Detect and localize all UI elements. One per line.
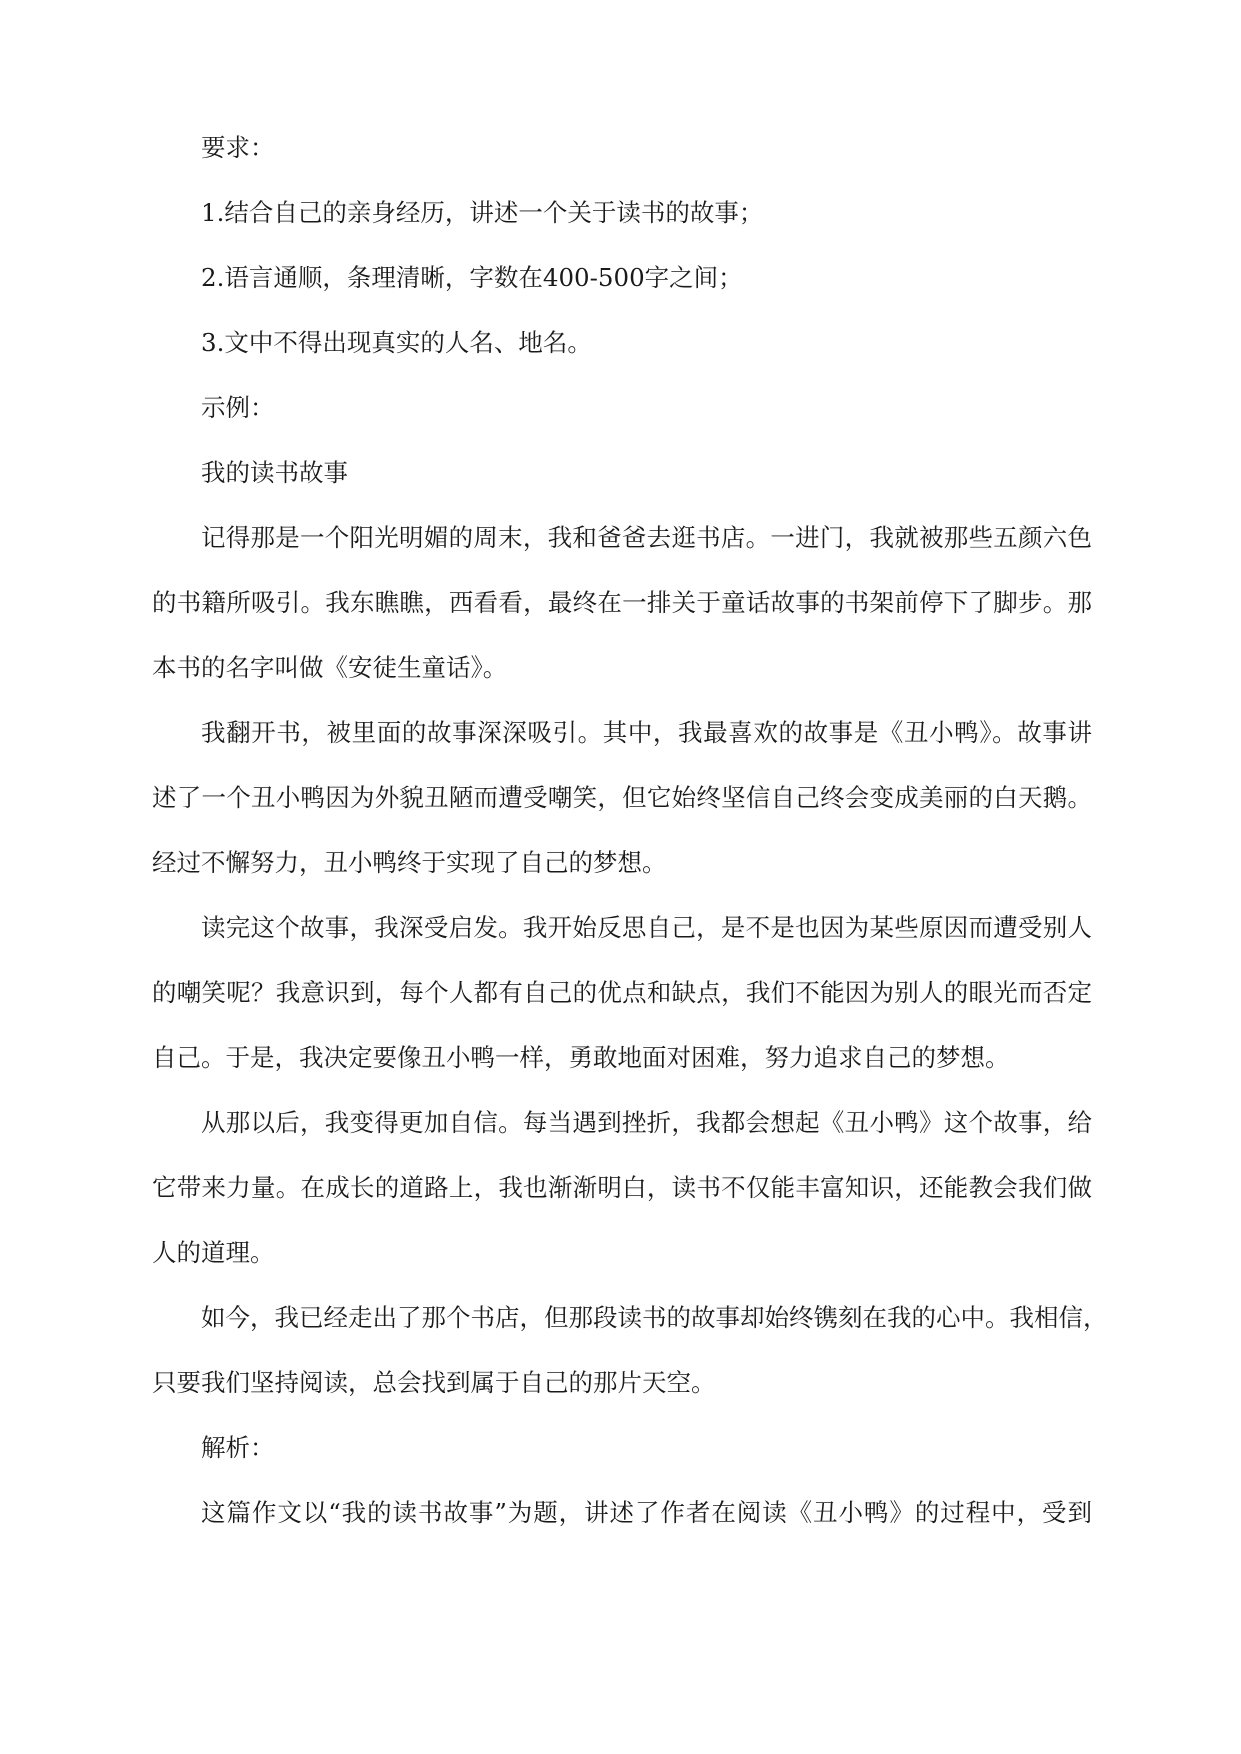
essay-paragraph-3-line-3: 自己。于是，我决定要像丑小鸭一样，勇敢地面对困难，努力追求自己的梦想。 — [152, 1043, 1010, 1072]
essay-paragraph-5-line-2: 只要我们坚持阅读，总会找到属于自己的那片天空。 — [152, 1368, 716, 1397]
essay-paragraph-2-line-3: 经过不懈努力，丑小鸭终于实现了自己的梦想。 — [152, 848, 667, 877]
requirement-item-2: 2.语言通顺，条理清晰，字数在400-500字之间； — [201, 263, 743, 292]
essay-paragraph-3-line-2: 的嘲笑呢？我意识到，每个人都有自己的优点和缺点，我们不能因为别人的眼光而否定 — [152, 978, 1092, 1007]
essay-paragraph-4-line-1: 从那以后，我变得更加自信。每当遇到挫折，我都会想起《丑小鸭》这个故事，给 — [201, 1108, 1092, 1137]
requirement-item-3: 3.文中不得出现真实的人名、地名。 — [201, 328, 592, 357]
essay-paragraph-2-line-2: 述了一个丑小鸭因为外貌丑陋而遭受嘲笑，但它始终坚信自己终会变成美丽的白天鹅。 — [152, 783, 1092, 812]
requirement-item-1: 1.结合自己的亲身经历，讲述一个关于读书的故事； — [201, 198, 764, 227]
essay-paragraph-1-line-1: 记得那是一个阳光明媚的周末，我和爸爸去逛书店。一进门，我就被那些五颜六色 — [201, 523, 1092, 552]
example-heading: 示例： — [201, 393, 275, 422]
essay-paragraph-4-line-2: 它带来力量。在成长的道路上，我也渐渐明白，读书不仅能丰富知识，还能教会我们做 — [152, 1173, 1092, 1202]
essay-paragraph-4-line-3: 人的道理。 — [152, 1238, 275, 1267]
essay-paragraph-3-line-1: 读完这个故事，我深受启发。我开始反思自己，是不是也因为某些原因而遭受别人 — [201, 913, 1092, 942]
essay-paragraph-5-line-1: 如今，我已经走出了那个书店，但那段读书的故事却始终镌刻在我的心中。我相信， — [201, 1303, 1108, 1332]
essay-paragraph-2-line-1: 我翻开书，被里面的故事深深吸引。其中，我最喜欢的故事是《丑小鸭》。故事讲 — [201, 718, 1092, 747]
essay-paragraph-1-line-2: 的书籍所吸引。我东瞧瞧，西看看，最终在一排关于童话故事的书架前停下了脚步。那 — [152, 588, 1092, 617]
requirements-heading: 要求： — [201, 133, 275, 162]
essay-paragraph-1-line-3: 本书的名字叫做《安徒生童话》。 — [152, 653, 508, 682]
analysis-heading: 解析： — [201, 1433, 275, 1462]
analysis-paragraph-line-1: 这篇作文以“我的读书故事”为题，讲述了作者在阅读《丑小鸭》的过程中，受到 — [201, 1498, 1092, 1527]
essay-title: 我的读书故事 — [201, 458, 348, 487]
